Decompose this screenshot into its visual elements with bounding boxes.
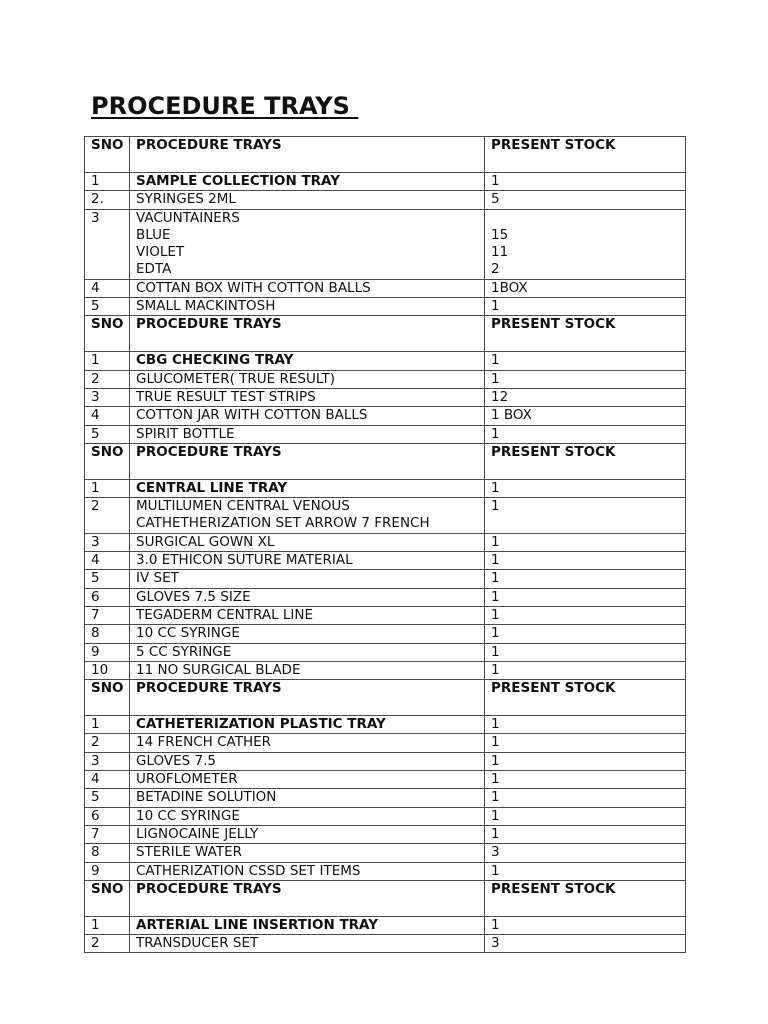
- item-cell: [130, 916, 485, 934]
- item-cell: [130, 388, 485, 406]
- item-cell: [130, 734, 485, 752]
- item-text: TRANSDUCER SET: [136, 935, 259, 952]
- tray-title-row: [85, 479, 686, 497]
- item-text: 5 CC SYRINGE: [136, 643, 232, 660]
- item-text: CATHERIZATION CSSD SET ITEMS: [136, 862, 361, 879]
- table-row: [85, 370, 686, 388]
- sno-cell: 7: [85, 825, 130, 843]
- table-row: [85, 734, 686, 752]
- stock-value: 1: [491, 825, 500, 842]
- table-row: [85, 279, 686, 297]
- item-cell: [130, 789, 485, 807]
- item-cell: [130, 479, 485, 497]
- item-text: MULTILUMEN CENTRAL VENOUS: [136, 498, 350, 515]
- sno-cell: 3: [85, 533, 130, 551]
- table-body: [85, 137, 686, 953]
- stock-cell: [485, 625, 686, 643]
- stock-cell: [485, 716, 686, 734]
- sno-cell: 1: [85, 173, 130, 191]
- item-text: UROFLOMETER: [136, 771, 238, 788]
- table-row: [85, 407, 686, 425]
- item-text: TRUE RESULT TEST STRIPS: [136, 388, 316, 405]
- sno-cell: 5: [85, 298, 130, 316]
- item-cell: [130, 716, 485, 734]
- table-row: [85, 935, 686, 953]
- table-row: [85, 606, 686, 624]
- sno-cell: 10: [85, 661, 130, 679]
- table-row: [85, 825, 686, 843]
- stock-value: 1 BOX: [491, 407, 532, 424]
- table-row: [85, 661, 686, 679]
- stock-value: 1: [491, 533, 500, 550]
- item-text: GLOVES 7.5 SIZE: [136, 588, 251, 605]
- table-row: [85, 643, 686, 661]
- sno-cell: 2: [85, 498, 130, 534]
- header-row: [85, 137, 686, 173]
- item-text: BETADINE SOLUTION: [136, 789, 277, 806]
- table-row: [85, 789, 686, 807]
- stock-value: 1: [491, 625, 500, 642]
- stock-value: 1: [491, 588, 500, 605]
- stock-cell: [485, 570, 686, 588]
- item-text: GLOVES 7.5: [136, 752, 216, 769]
- stock-cell: [485, 588, 686, 606]
- item-text: 14 FRENCH CATHER: [136, 734, 272, 751]
- table-row: [85, 388, 686, 406]
- sno-cell: 8: [85, 844, 130, 862]
- sno-cell: 1: [85, 916, 130, 934]
- header-row: [85, 443, 686, 479]
- sno-cell: 3: [85, 752, 130, 770]
- stock-cell: [485, 916, 686, 934]
- item-text: GLUCOMETER( TRUE RESULT): [136, 370, 335, 387]
- stock-value: 1: [491, 752, 500, 769]
- table-row: [85, 209, 686, 279]
- item-cell: [130, 425, 485, 443]
- stock-value: 1BOX: [491, 279, 528, 296]
- item-text: SAMPLE COLLECTION TRAY: [136, 173, 340, 189]
- table-row: [85, 191, 686, 209]
- tray-title-row: [85, 916, 686, 934]
- table-row: [85, 588, 686, 606]
- item-text: CBG CHECKING TRAY: [136, 352, 294, 369]
- stock-cell: [485, 425, 686, 443]
- item-text: TEGADERM CENTRAL LINE: [136, 606, 314, 623]
- item-text: ARTERIAL LINE INSERTION TRAY: [136, 916, 378, 933]
- tray-title-row: [85, 716, 686, 734]
- sno-header: SNO: [85, 316, 130, 352]
- sno-cell: 3: [85, 388, 130, 406]
- item-cell: [130, 752, 485, 770]
- item-cell: [130, 370, 485, 388]
- stock-value: 1: [491, 916, 500, 933]
- stock-value: 1: [491, 498, 500, 515]
- stock-value: 1: [491, 570, 500, 587]
- table-row: [85, 752, 686, 770]
- stock-value: [491, 515, 685, 532]
- item-cell: [130, 533, 485, 551]
- stock-value: 12: [491, 388, 509, 405]
- sno-cell: 7: [85, 606, 130, 624]
- stock-cell: [485, 279, 686, 297]
- item-cell: [130, 643, 485, 661]
- sno-cell: 5: [85, 425, 130, 443]
- stock-value: 1: [491, 298, 500, 315]
- table-row: [85, 425, 686, 443]
- stock-value: 11: [491, 244, 509, 261]
- sno-cell: 4: [85, 552, 130, 570]
- sno-cell: 2: [85, 734, 130, 752]
- tray-title-row: [85, 173, 686, 191]
- table-row: [85, 533, 686, 551]
- stock-cell: [485, 407, 686, 425]
- stock-value: 1: [491, 734, 500, 751]
- item-cell: [130, 191, 485, 209]
- item-cell: [130, 825, 485, 843]
- table-row: [85, 552, 686, 570]
- table-row: [85, 625, 686, 643]
- stock-cell: [485, 643, 686, 661]
- present-stock-header: PRESENT STOCK: [485, 137, 686, 173]
- sno-cell: 3: [85, 209, 130, 279]
- item-cell: [130, 935, 485, 953]
- table-row: [85, 844, 686, 862]
- item-cell: [130, 173, 485, 191]
- stock-cell: [485, 370, 686, 388]
- item-cell: [130, 498, 485, 534]
- header-row: [85, 880, 686, 916]
- sno-cell: 9: [85, 643, 130, 661]
- stock-value: 1: [491, 425, 500, 442]
- stock-cell: [485, 661, 686, 679]
- procedure-trays-header: PROCEDURE TRAYS: [130, 680, 485, 716]
- table-row: [85, 862, 686, 880]
- stock-cell: [485, 352, 686, 370]
- stock-cell: [485, 173, 686, 191]
- sno-cell: 1: [85, 479, 130, 497]
- stock-cell: [485, 388, 686, 406]
- sno-header: SNO: [85, 680, 130, 716]
- item-text: CENTRAL LINE TRAY: [136, 479, 288, 496]
- sno-cell: 8: [85, 625, 130, 643]
- tray-title-row: [85, 352, 686, 370]
- present-stock-header: PRESENT STOCK: [485, 880, 686, 916]
- procedure-trays-header: PROCEDURE TRAYS: [130, 137, 485, 173]
- stock-value: 1: [491, 173, 500, 189]
- sno-cell: 1: [85, 716, 130, 734]
- present-stock-header: PRESENT STOCK: [485, 680, 686, 716]
- stock-value: 1: [491, 771, 500, 788]
- sno-header: SNO: [85, 137, 130, 173]
- stock-value: 1: [491, 789, 500, 806]
- item-text: LIGNOCAINE JELLY: [136, 825, 259, 842]
- stock-cell: [485, 298, 686, 316]
- item-text: SURGICAL GOWN XL: [136, 533, 275, 550]
- item-cell: [130, 807, 485, 825]
- stock-cell: [485, 844, 686, 862]
- stock-cell: [485, 862, 686, 880]
- item-text: 10 CC SYRINGE: [136, 807, 240, 824]
- item-text: VACUNTAINERS: [136, 209, 240, 226]
- stock-cell: [485, 606, 686, 624]
- procedure-trays-header: PROCEDURE TRAYS: [130, 443, 485, 479]
- stock-value: 3: [491, 935, 500, 952]
- sno-cell: 2.: [85, 191, 130, 209]
- item-text: COTTAN BOX WITH COTTON BALLS: [136, 279, 371, 296]
- item-cell: [130, 625, 485, 643]
- item-text: CATHETHERIZATION SET ARROW 7 FRENCH: [136, 515, 430, 532]
- table-row: [85, 807, 686, 825]
- stock-cell: [485, 789, 686, 807]
- stock-value: [491, 210, 685, 227]
- table-row: [85, 498, 686, 534]
- sno-cell: 2: [85, 935, 130, 953]
- item-cell: [130, 352, 485, 370]
- procedure-trays-header: PROCEDURE TRAYS: [130, 316, 485, 352]
- stock-value: 15: [491, 226, 509, 243]
- table-row: [85, 298, 686, 316]
- item-cell: [130, 661, 485, 679]
- item-cell: [130, 606, 485, 624]
- stock-value: 3: [491, 844, 500, 861]
- sno-cell: 5: [85, 570, 130, 588]
- procedure-trays-header: PROCEDURE TRAYS: [130, 880, 485, 916]
- table-row: [85, 771, 686, 789]
- item-text: COTTON JAR WITH COTTON BALLS: [136, 407, 368, 424]
- stock-cell: [485, 935, 686, 953]
- sno-cell: 9: [85, 862, 130, 880]
- item-cell: [130, 209, 485, 279]
- stock-value: 1: [491, 479, 500, 496]
- item-cell: [130, 570, 485, 588]
- item-cell: [130, 588, 485, 606]
- stock-cell: [485, 209, 686, 279]
- item-cell: [130, 552, 485, 570]
- item-cell: [130, 862, 485, 880]
- sno-header: SNO: [85, 443, 130, 479]
- item-text: BLUE: [136, 226, 171, 243]
- item-text: IV SET: [136, 570, 179, 587]
- stock-cell: [485, 825, 686, 843]
- sno-cell: 4: [85, 407, 130, 425]
- item-text: SMALL MACKINTOSH: [136, 298, 276, 315]
- stock-cell: [485, 191, 686, 209]
- item-text: 10 CC SYRINGE: [136, 625, 240, 642]
- sno-cell: 4: [85, 771, 130, 789]
- stock-value: 1: [491, 352, 500, 369]
- stock-value: 1: [491, 716, 500, 733]
- stock-value: 1: [491, 606, 500, 623]
- stock-value: 1: [491, 552, 500, 569]
- stock-cell: [485, 498, 686, 534]
- sno-cell: 1: [85, 352, 130, 370]
- stock-value: 1: [491, 643, 500, 660]
- stock-cell: [485, 807, 686, 825]
- item-cell: [130, 279, 485, 297]
- item-text: STERILE WATER: [136, 844, 243, 861]
- sno-cell: 6: [85, 807, 130, 825]
- header-row: [85, 316, 686, 352]
- item-cell: [130, 407, 485, 425]
- page-title: PROCEDURE TRAYS: [91, 92, 359, 120]
- header-row: [85, 680, 686, 716]
- present-stock-header: PRESENT STOCK: [485, 443, 686, 479]
- stock-value: 1: [491, 862, 500, 879]
- item-text: CATHETERIZATION PLASTIC TRAY: [136, 716, 386, 733]
- item-cell: [130, 844, 485, 862]
- sno-cell: 6: [85, 588, 130, 606]
- present-stock-header: PRESENT STOCK: [485, 316, 686, 352]
- item-text: VIOLET: [136, 244, 185, 261]
- table-row: [85, 570, 686, 588]
- stock-value: 2: [491, 261, 500, 278]
- stock-cell: [485, 552, 686, 570]
- stock-cell: [485, 734, 686, 752]
- stock-cell: [485, 752, 686, 770]
- procedure-trays-table: [84, 136, 686, 953]
- sno-cell: 2: [85, 370, 130, 388]
- stock-value: 1: [491, 370, 500, 387]
- sno-cell: 5: [85, 789, 130, 807]
- stock-value: 1: [491, 661, 500, 678]
- item-text: 3.0 ETHICON SUTURE MATERIAL: [136, 552, 353, 569]
- stock-value: 5: [491, 191, 500, 208]
- item-text: EDTA: [136, 261, 172, 278]
- stock-value: 1: [491, 807, 500, 824]
- item-cell: [130, 771, 485, 789]
- stock-cell: [485, 479, 686, 497]
- item-text: SYRINGES 2ML: [136, 191, 236, 208]
- item-cell: [130, 298, 485, 316]
- stock-cell: [485, 771, 686, 789]
- item-text: SPIRIT BOTTLE: [136, 425, 235, 442]
- sno-header: SNO: [85, 880, 130, 916]
- stock-cell: [485, 533, 686, 551]
- sno-cell: 4: [85, 279, 130, 297]
- item-text: 11 NO SURGICAL BLADE: [136, 661, 301, 678]
